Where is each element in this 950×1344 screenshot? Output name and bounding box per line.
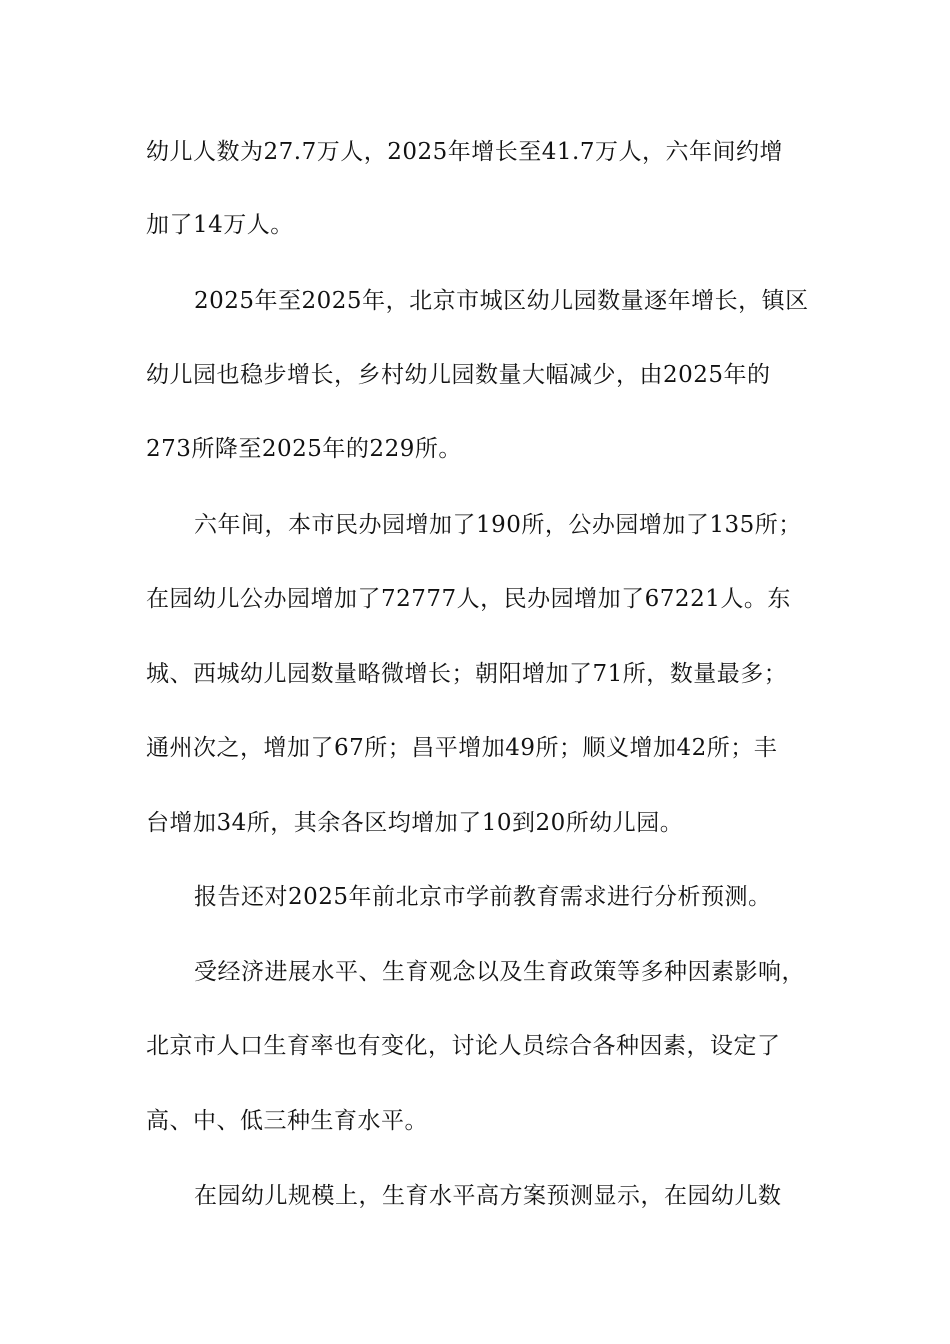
text-line: 幼儿园也稳步增长，乡村幼儿园数量大幅减少，由2025年的 (146, 362, 771, 388)
text-line: 幼儿人数为27.7万人，2025年增长至41.7万人，六年间约增 (146, 139, 783, 165)
text-line: 273所降至2025年的229所。 (146, 436, 462, 462)
paragraph-start-line: 2025年至2025年，北京市城区幼儿园数量逐年增长，镇区 (194, 288, 809, 314)
text-line: 加了14万人。 (146, 212, 294, 238)
text-line: 高、中、低三种生育水平。 (146, 1108, 428, 1134)
paragraph-start-line: 在园幼儿规模上，生育水平高方案预测显示，在园幼儿数 (194, 1183, 782, 1209)
text-line: 城、西城幼儿园数量略微增长；朝阳增加了71所，数量最多； (146, 661, 788, 687)
text-line: 通州次之，增加了67所；昌平增加49所；顺义增加42所；丰 (146, 735, 778, 761)
paragraph-start-line: 受经济进展水平、生育观念以及生育政策等多种因素影响， (194, 959, 805, 985)
text-line: 在园幼儿公办园增加了72777人，民办园增加了67221人。东 (146, 586, 791, 612)
paragraph-start-line: 六年间，本市民办园增加了190所，公办园增加了135所； (194, 512, 802, 538)
text-line: 台增加34所，其余各区均增加了10到20所幼儿园。 (146, 810, 684, 836)
text-line: 北京市人口生育率也有变化，讨论人员综合各种因素，设定了 (146, 1033, 781, 1059)
paragraph-start-line: 报告还对2025年前北京市学前教育需求进行分析预测。 (194, 884, 772, 910)
